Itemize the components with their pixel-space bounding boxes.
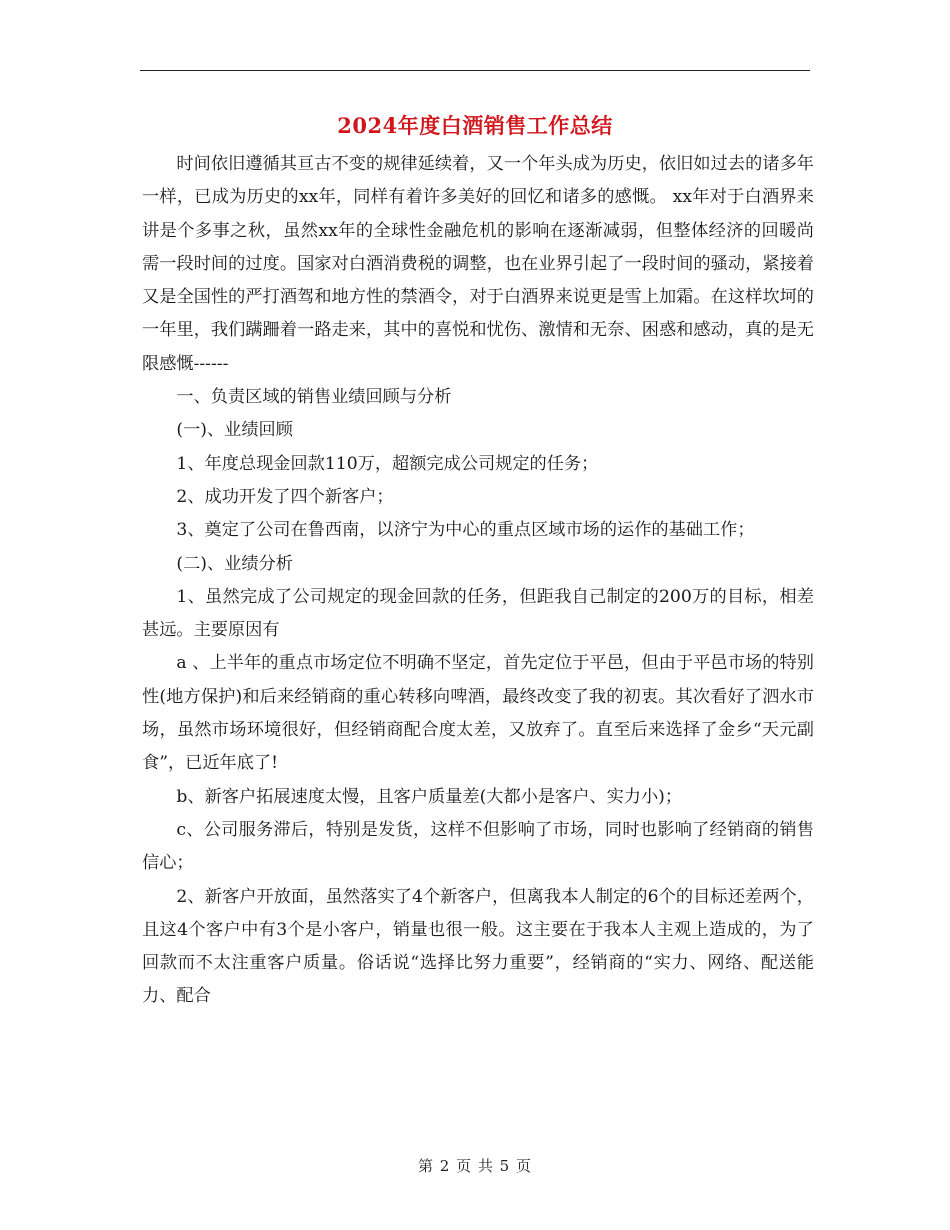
list-item: 3、奠定了公司在鲁西南，以济宁为中心的重点区域市场的运作的基础工作； (176, 520, 755, 541)
list-item: 1、虽然完成了公司规定的现金回款的任务，但距我自己制定的200万的目标，相差甚远。主要原因有 (142, 586, 814, 641)
subsection-heading-analysis: (二)、业绩分析 (176, 553, 293, 574)
list-item: 1、年度总现金回款110万，超额完成公司规定的任务； (176, 453, 599, 474)
subsection-heading-review: (一)、业绩回顾 (176, 420, 293, 441)
section-heading-1: 一、负责区域的销售业绩回顾与分析 (176, 387, 452, 408)
list-item: c、公司服务滞后，特别是发货，这样不但影响了市场，同时也影响了经销商的销售信心； (142, 819, 814, 874)
document-title: 2024年度白酒销售工作总结 (337, 113, 613, 138)
list-item: a 、上半年的重点市场定位不明确不坚定，首先定位于平邑，但由于平邑市场的特别性(地方保护)和后来经销商的重心转移向啤酒，最终改变了我的初衷。其次看好了泗水市场，虽然市场环境很好，但经销商配合度太差，又放弃了。直至后来选择了金乡“天元副食”，已近年底了! (142, 653, 814, 774)
list-item: 2、成功开发了四个新客户； (176, 486, 394, 507)
header-rule (140, 70, 810, 71)
document-body (142, 148, 814, 1014)
list-item: b、新客户拓展速度太慢，且客户质量差(大都小是客户、实力小)； (176, 786, 683, 807)
paragraph-intro: 时间依旧遵循其亘古不变的规律延续着，又一个年头成为历史，依旧如过去的诸多年一样，已成为历史的xx年，同样有着许多美好的回忆和诸多的感慨。 xx年对于白酒界来讲是个多事之秋，虽然xx年的全球性金融危机的影响在逐渐减弱，但整体经济的回暖尚需一段时间的过度。国家对白酒消费税的调整，也在业界引起了一段时间的骚动，紧接着又是全国性的严打酒驾和地方性的禁酒令，对于白酒界来说更是雪上加霜。在这样坎坷的一年里，我们蹒跚着一路走来，其中的喜悦和忧伤、激情和无奈、困惑和感动，真的是无限感慨------ (142, 154, 814, 374)
page-number-footer: 第 2 页 共 5 页 (418, 1157, 532, 1175)
list-item: 2、新客户开放面，虽然落实了4个新客户，但离我本人制定的6个的目标还差两个，且这4个客户中有3个是小客户，销量也很一般。这主要在于我本人主观上造成的，为了回款而不太注重客户质量。俗话说“选择比努力重要”，经销商的“实力、网络、配送能力、配合 (142, 886, 814, 1007)
